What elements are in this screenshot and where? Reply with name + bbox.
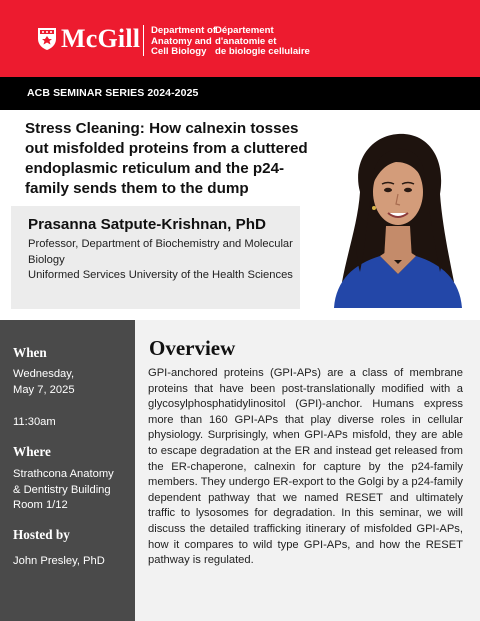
speaker-affiliation [28,237,294,284]
text-line: Professor, Department of Biochemistry and Molecular Biology [28,238,293,266]
speaker-box [11,206,300,309]
overview-heading: Overview [149,336,236,360]
event-date [13,367,75,398]
overview-text: GPI-anchored proteins (GPI-APs) are a class of membrane proteins that have been post-translationally modified with a glycosylphosphatidylinositol (GPI)-anchor. Humans express more than 160 GPI-APs that play diverse roles in cellular physiology. Surprisingly, when GPI-APs misfold, they are able to escape degradation at the ER and instead get released from the ER-chaperone, calnexin for capture by the p24-family members. They undergo ER-export to the Golgi by a p24-family dependent pathway that we named RESET and ultimately traffic to lysosomes for degradation. In this seminar, we will discuss the detailed trafficking itinerary of misfolded GPI-APs, how it compares to wild type GPI-APs, and how the RESET pathway is regulated. [148,367,463,567]
event-time: 11:30am [13,416,56,428]
department-french [215,26,310,58]
talk-title: Stress Cleaning: How calnexin tosses out misfolded proteins from a cluttered endoplasmic reticulum and the p24-family sends them to the dump [25,120,308,197]
logo-wordmark: McGill [61,24,141,53]
event-host: John Presley, PhD [13,555,105,567]
text-line: Department of [151,25,217,36]
text-line: Strathcona Anatomy [13,468,114,480]
logo-divider [143,25,144,56]
speaker-photo [330,122,466,308]
series-bar [0,77,480,110]
text-line: d'anatomie et [215,35,277,47]
department-english [151,26,216,58]
text-line: May 7, 2025 [13,383,75,396]
hosted-by-heading: Hosted by [13,527,70,542]
text-line: Anatomy and [151,35,212,47]
speaker-name: Prasanna Satpute-Krishnan, PhD [28,216,266,233]
mcgill-logo [37,26,140,52]
text-line: Uniformed Services University of the Health Sciences [28,269,293,282]
text-line: Cell Biology [151,46,207,58]
text-line: Room 1/12 [13,499,68,512]
text-line: Département [215,25,274,36]
event-details-sidebar [0,320,135,621]
header-banner [0,0,480,77]
shield-icon [37,27,57,51]
when-heading: When [13,345,47,360]
series-label: ACB SEMINAR SERIES 2024-2025 [27,87,199,99]
where-heading: Where [13,444,51,459]
text-line: Wednesday, [13,368,75,380]
text-line: de biologie cellulaire [215,46,310,58]
text-line: & Dentistry Building [13,483,111,496]
event-location [13,467,114,514]
